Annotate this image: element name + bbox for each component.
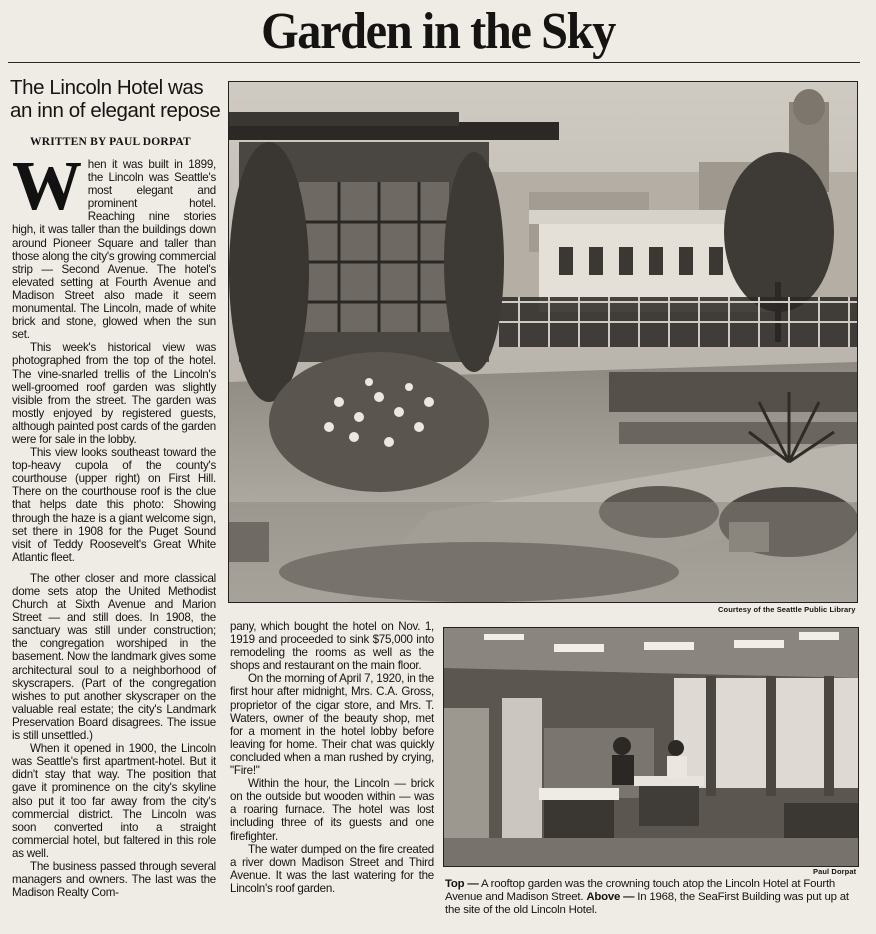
article-paragraph-6: The business passed through several managers and owners. The last was the Madison Realty Com- [12, 859, 216, 900]
top-photo-credit: Courtesy of the Seattle Public Library [718, 605, 856, 614]
headline-rule [8, 62, 860, 63]
headline: Garden in the Sky [261, 3, 615, 60]
rooftop-garden-illustration [229, 82, 857, 602]
article-paragraph-10: The water dumped on the fire created a river down Madison Street and Third Avenue. It was the last watering for the Lincoln's roof garden. [230, 842, 434, 895]
office-interior-photo [443, 627, 859, 867]
article-paragraph-7: pany, which bought the hotel on Nov. 1, 1919 and proceeded to sink $75,000 into remodeling the rooms as well as the shops and restaurant on the main floor. [230, 620, 434, 673]
article-paragraph-4: The other closer and more classical dome sets atop the United Methodist Church at Sixth Avenue and Marion Street — and still does. In 1908, the sanctuary was still under construction; the congregation worshiped in the basement. Now the landmark gives some architectural soul to a neighborhood of skyscrapers. (Part of the congregation wishes to put another skyscraper on the valuable real estate; the city's Landmark Preservation Board disagrees. The issue is still unsettled.) [12, 571, 216, 743]
article-paragraph-1: When it was built in 1899, the Lincoln was Seattle's most elegant and prominent hotel. Reaching nine stories high, it was taller than the buildings down around Pioneer Square and taller than those along the city's growing commercial strip — Second Avenue. The hotel's elevated setting at Fourth Avenue and Madison Street also made it seem monumental. The Lincoln, made of white brick and stone, glowed when the sun set. [12, 148, 216, 342]
rooftop-garden-photo [228, 81, 858, 603]
drop-cap: W [12, 148, 82, 225]
caption-above-label: Above — [586, 890, 635, 903]
article-column-2 [230, 620, 434, 895]
article-column-1 [12, 148, 216, 900]
caption-above-text: In 1968, the SeaFirst Building was put up at the site of the old Lincoln Hotel. [445, 890, 849, 916]
photo-caption [445, 878, 855, 916]
office-interior-illustration [444, 628, 858, 866]
article-paragraph-3: This view looks southeast toward the top-heavy cupola of the county's courthouse (upper right) on First Hill. There on the courthouse roof is the clue that helps date this photo: Showing through the haze is a giant welcome sign, set there in 1908 for the Puget Sound visit of Teddy Roosevelt's Great White Atlantic fleet. [12, 446, 216, 564]
article-paragraph-5: When it opened in 1900, the Lincoln was Seattle's first apartment-hotel. But it didn't stay that way. The position that gave it prominence on the city's skyline also put it too far away from the city's commercial district. The Lincoln was soon converted into a straight commercial hotel, but faltered in this role as well. [12, 742, 216, 860]
article-paragraph-9: Within the hour, the Lincoln — brick on the outside but wooden within — was a roaring furnace. The hotel was lost including three of its guests and one firefighter. [230, 777, 434, 843]
article-paragraph-2: This week's historical view was photographed from the top of the hotel. The vine-snarled trellis of the Lincoln's well-groomed roof garden was slightly visible from the street. The garden was mostly enjoyed by registered guests, although painted post cards of the garden were for sale in the lobby. [12, 341, 216, 446]
byline: WRITTEN BY PAUL DORPAT [30, 136, 191, 148]
caption-top-text: A rooftop garden was the crowning touch atop the Lincoln Hotel at Fourth Avenue and Madison Street. [445, 878, 836, 903]
bottom-photo-credit: Paul Dorpat [813, 867, 857, 876]
article-paragraph-8: On the morning of April 7, 1920, in the first hour after midnight, Mrs. C.A. Gross, proprietor of the cigar store, and Mrs. T. Waters, owner of the beauty shop, met for a moment in the hotel lobby before leaving for home. Their chat was quickly concluded when a man rushed by crying, "Fire!" [230, 672, 434, 778]
deck: The Lincoln Hotel was an inn of elegant repose [10, 76, 221, 122]
caption-top-label: Top — [445, 878, 479, 890]
